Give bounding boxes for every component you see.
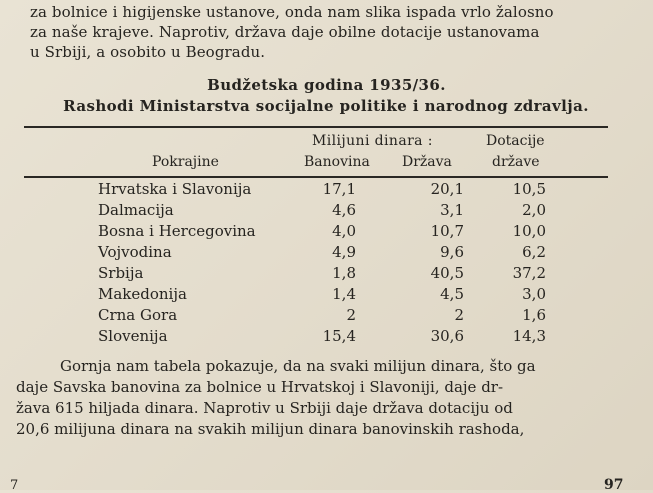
drzava-value: 4,5 [440, 285, 464, 303]
table-row [0, 201, 653, 222]
text-line: daje Savska banovina za bolnice u Hrvatskoj i Slavoniji, daje dr- [16, 378, 504, 396]
drzava-value: 30,6 [430, 327, 464, 345]
banovina-value: 17,1 [322, 180, 356, 198]
header-dotacije-top: Dotacije [486, 133, 545, 149]
text-line: u Srbiji, a osobito u Beogradu. [30, 43, 266, 61]
header-banovina: Banovina [304, 154, 370, 170]
table-row [0, 285, 653, 306]
drzava-value: 9,6 [440, 243, 464, 261]
header-region: Pokrajine [152, 154, 219, 170]
conclusion-paragraph [16, 356, 636, 440]
table-row [0, 264, 653, 285]
dotacije-value: 2,0 [522, 201, 546, 219]
dotacije-value: 1,6 [522, 306, 546, 324]
banovina-value: 15,4 [322, 327, 356, 345]
banovina-value: 4,6 [332, 201, 356, 219]
region-name: Makedonija [98, 285, 187, 303]
drzava-value: 2 [454, 306, 464, 324]
text-line: za bolnice i higijenske ustanove, onda nam slika ispada vrlo žalosno [30, 3, 554, 21]
drzava-value: 40,5 [430, 264, 464, 282]
table-row [0, 327, 653, 348]
header-dotacije-bottom: države [492, 154, 540, 170]
dotacije-value: 3,0 [522, 285, 546, 303]
header-millions-group: Milijuni dinara : [312, 133, 433, 149]
region-name: Srbija [98, 264, 144, 282]
drzava-value: 20,1 [430, 180, 464, 198]
banovina-value: 1,4 [332, 285, 356, 303]
text-line: za naše krajeve. Naprotiv, država daje obilne dotacije ustanovama [30, 23, 540, 41]
region-name: Hrvatska i Slavonija [98, 180, 252, 198]
banovina-value: 4,9 [332, 243, 356, 261]
banovina-value: 2 [346, 306, 356, 324]
table-row [0, 306, 653, 327]
footer-left-mark: 7 [10, 478, 19, 493]
dotacije-value: 10,0 [512, 222, 546, 240]
table-subtitle: Rashodi Ministarstva socijalne politike i narodnog zdravlja. [63, 97, 589, 115]
dotacije-value: 6,2 [522, 243, 546, 261]
banovina-value: 4,0 [332, 222, 356, 240]
dotacije-value: 14,3 [512, 327, 546, 345]
text-line: žava 615 hiljada dinara. Naprotiv u Srbiji daje država dotaciju od [16, 399, 513, 417]
region-name: Bosna i Hercegovina [98, 222, 256, 240]
table-row [0, 222, 653, 243]
drzava-value: 10,7 [430, 222, 464, 240]
table-title: Budžetska godina 1935/36. [207, 76, 446, 94]
dotacije-value: 37,2 [512, 264, 546, 282]
text-line: Gornja nam tabela pokazuje, da na svaki milijun dinara, što ga [60, 357, 536, 375]
banovina-value: 1,8 [332, 264, 356, 282]
intro-paragraph [30, 2, 630, 62]
region-name: Vojvodina [98, 243, 172, 261]
table-row [0, 180, 653, 201]
table-header-rule [24, 176, 608, 178]
page-number: 97 [604, 477, 624, 493]
header-drzava: Država [402, 154, 452, 170]
dotacije-value: 10,5 [512, 180, 546, 198]
table-top-rule [24, 126, 608, 128]
table-row [0, 243, 653, 264]
region-name: Crna Gora [98, 306, 178, 324]
text-line: 20,6 milijuna dinara na svakih milijun dinara banovinskih rashoda, [16, 420, 525, 438]
region-name: Dalmacija [98, 201, 174, 219]
region-name: Slovenija [98, 327, 168, 345]
drzava-value: 3,1 [440, 201, 464, 219]
